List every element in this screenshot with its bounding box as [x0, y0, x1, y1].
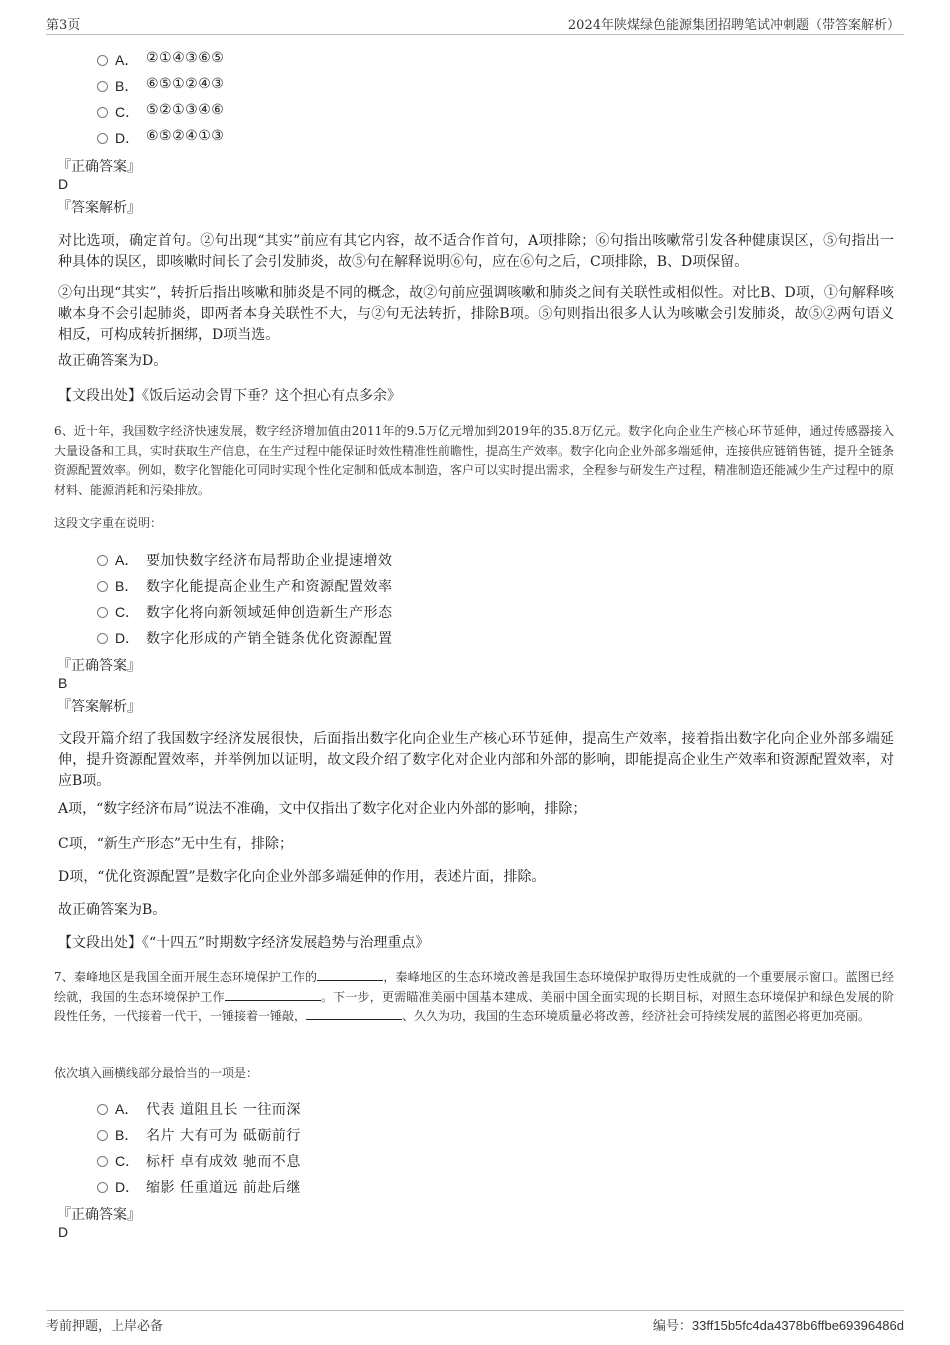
footer-slogan: 考前押题，上岸必备 [46, 1319, 164, 1334]
q7-stem: 7、秦峰地区是我国全面开展生态环境保护工作的 ，秦峰地区的生态环境改善是我国生态环境保护取得历史性成就的一个重要展示窗口。蓝图已经绘就，我国的生态环境保护工作 。下一步，更需瞄准美丽中国基本建成、美丽中国全面实现的长期目标，对照生态环境保护和绿色发展的阶段性任务，一代接着一代干，一锤接着一锤敲， 、久久为功，我国的生态环境质量必将改善，经济社会可持续发展的蓝图必将更加亮丽。 [54, 970, 894, 1023]
correct-answer-label: 『正确答案』 [57, 1207, 141, 1223]
radio-icon[interactable] [97, 607, 108, 618]
analysis-label: 『答案解析』 [57, 699, 141, 715]
radio-icon[interactable] [97, 1182, 108, 1193]
correct-answer-label: 『正确答案』 [57, 159, 141, 175]
q6-analysis-d: D项，“优化资源配置”是数字化向企业外部多端延伸的作用，表述片面，排除。 [58, 869, 546, 885]
radio-icon[interactable] [97, 81, 108, 92]
radio-icon[interactable] [97, 581, 108, 592]
page-header [46, 14, 904, 35]
q7-prompt: 依次填入画横线部分最恰当的一项是： [54, 1066, 259, 1080]
radio-icon[interactable] [97, 1156, 108, 1167]
q6-source: 【文段出处】《“十四五”时期数字经济发展趋势与治理重点》 [58, 935, 430, 951]
q6-answer: B [58, 675, 68, 691]
radio-icon[interactable] [97, 107, 108, 118]
q7-answer: D [58, 1224, 69, 1240]
radio-icon[interactable] [97, 1130, 108, 1141]
page-footer [46, 1310, 904, 1341]
radio-icon[interactable] [97, 133, 108, 144]
q6-analysis-p1: 文段开篇介绍了我国数字经济发展很快，后面指出数字化向企业生产核心环节延伸，提高生产效率，接着指出数字化向企业外部多端延伸，提升资源配置效率，并举例加以证明，故文段介绍了数字化对企业内部和外部的影响，即能提高企业生产效率和资源配置效率，对应B项。 [58, 731, 894, 789]
analysis-label: 『答案解析』 [57, 200, 141, 216]
radio-icon[interactable] [97, 1104, 108, 1115]
q5-analysis-p2: ②句出现“其实”，转折后指出咳嗽和肺炎是不同的概念，故②句前应强调咳嗽和肺炎之间有关联性或相似性。对比B、D项，①句解释咳嗽本身不会引起肺炎，即两者本身关联性不大，与②句无法转折，排除B项。⑤句则指出很多人认为咳嗽会引发肺炎，故⑤②两句语义相反，可构成转折捆绑，D项当选。 [58, 285, 894, 343]
q6-conclusion: 故正确答案为B。 [58, 902, 167, 918]
radio-icon[interactable] [97, 555, 108, 566]
blank-1 [317, 968, 383, 981]
radio-icon[interactable] [97, 55, 108, 66]
q5-source: 【文段出处】《饭后运动会胃下垂？这个担心有点多余》 [58, 388, 401, 404]
q5-answer: D [58, 176, 69, 192]
correct-answer-label: 『正确答案』 [57, 658, 141, 674]
q6-analysis-c: C项，“新生产形态”无中生有，排除； [58, 836, 294, 852]
q6-analysis-a: A项，“数字经济布局”说法不准确，文中仅指出了数字化对企业内外部的影响，排除； [58, 801, 587, 817]
document-title: 2024年陕煤绿色能源集团招聘笔试冲刺题（带答案解析） [567, 18, 900, 33]
q5-conclusion: 故正确答案为D。 [58, 353, 168, 369]
q5-analysis-p1: 对比选项，确定首句。②句出现“其实”前应有其它内容，故不适合作首句，A项排除；⑥句指出咳嗽常引发各种健康误区，⑤句指出一种具体的误区，即咳嗽时间长了会引发肺炎，故⑤句在解释说明⑥句，应在⑥句之后，C项排除，B、D项保留。 [58, 233, 894, 270]
blank-3 [306, 1007, 402, 1020]
page-number: 第3页 [46, 18, 81, 33]
q6-stem: 6、近十年，我国数字经济快速发展，数字经济增加值由2011年的9.5万亿元增加到2019年的35.8万亿元。数字化向企业生产核心环节延伸，通过传感器接入大量设备和工具，实时获取生产信息，在生产过程中能保证时效性精准性前瞻性，提高生产效率。数字化向企业外部多端延伸，连接供应链销售链，提升全链条资源配置效率。例如，数字化智能化可同时实现个性化定制和低成本制造，客户可以实时提出需求，全程参与研发生产过程，精准制造还能减少生产过程中的原材料、能源消耗和污染排放。 [54, 424, 895, 497]
footer-code: 编号：33ff15b5fc4da4378b6ffbe69396486d [652, 1318, 904, 1334]
radio-icon[interactable] [97, 633, 108, 644]
blank-2 [225, 988, 321, 1001]
q6-prompt: 这段文字重在说明： [54, 516, 163, 530]
